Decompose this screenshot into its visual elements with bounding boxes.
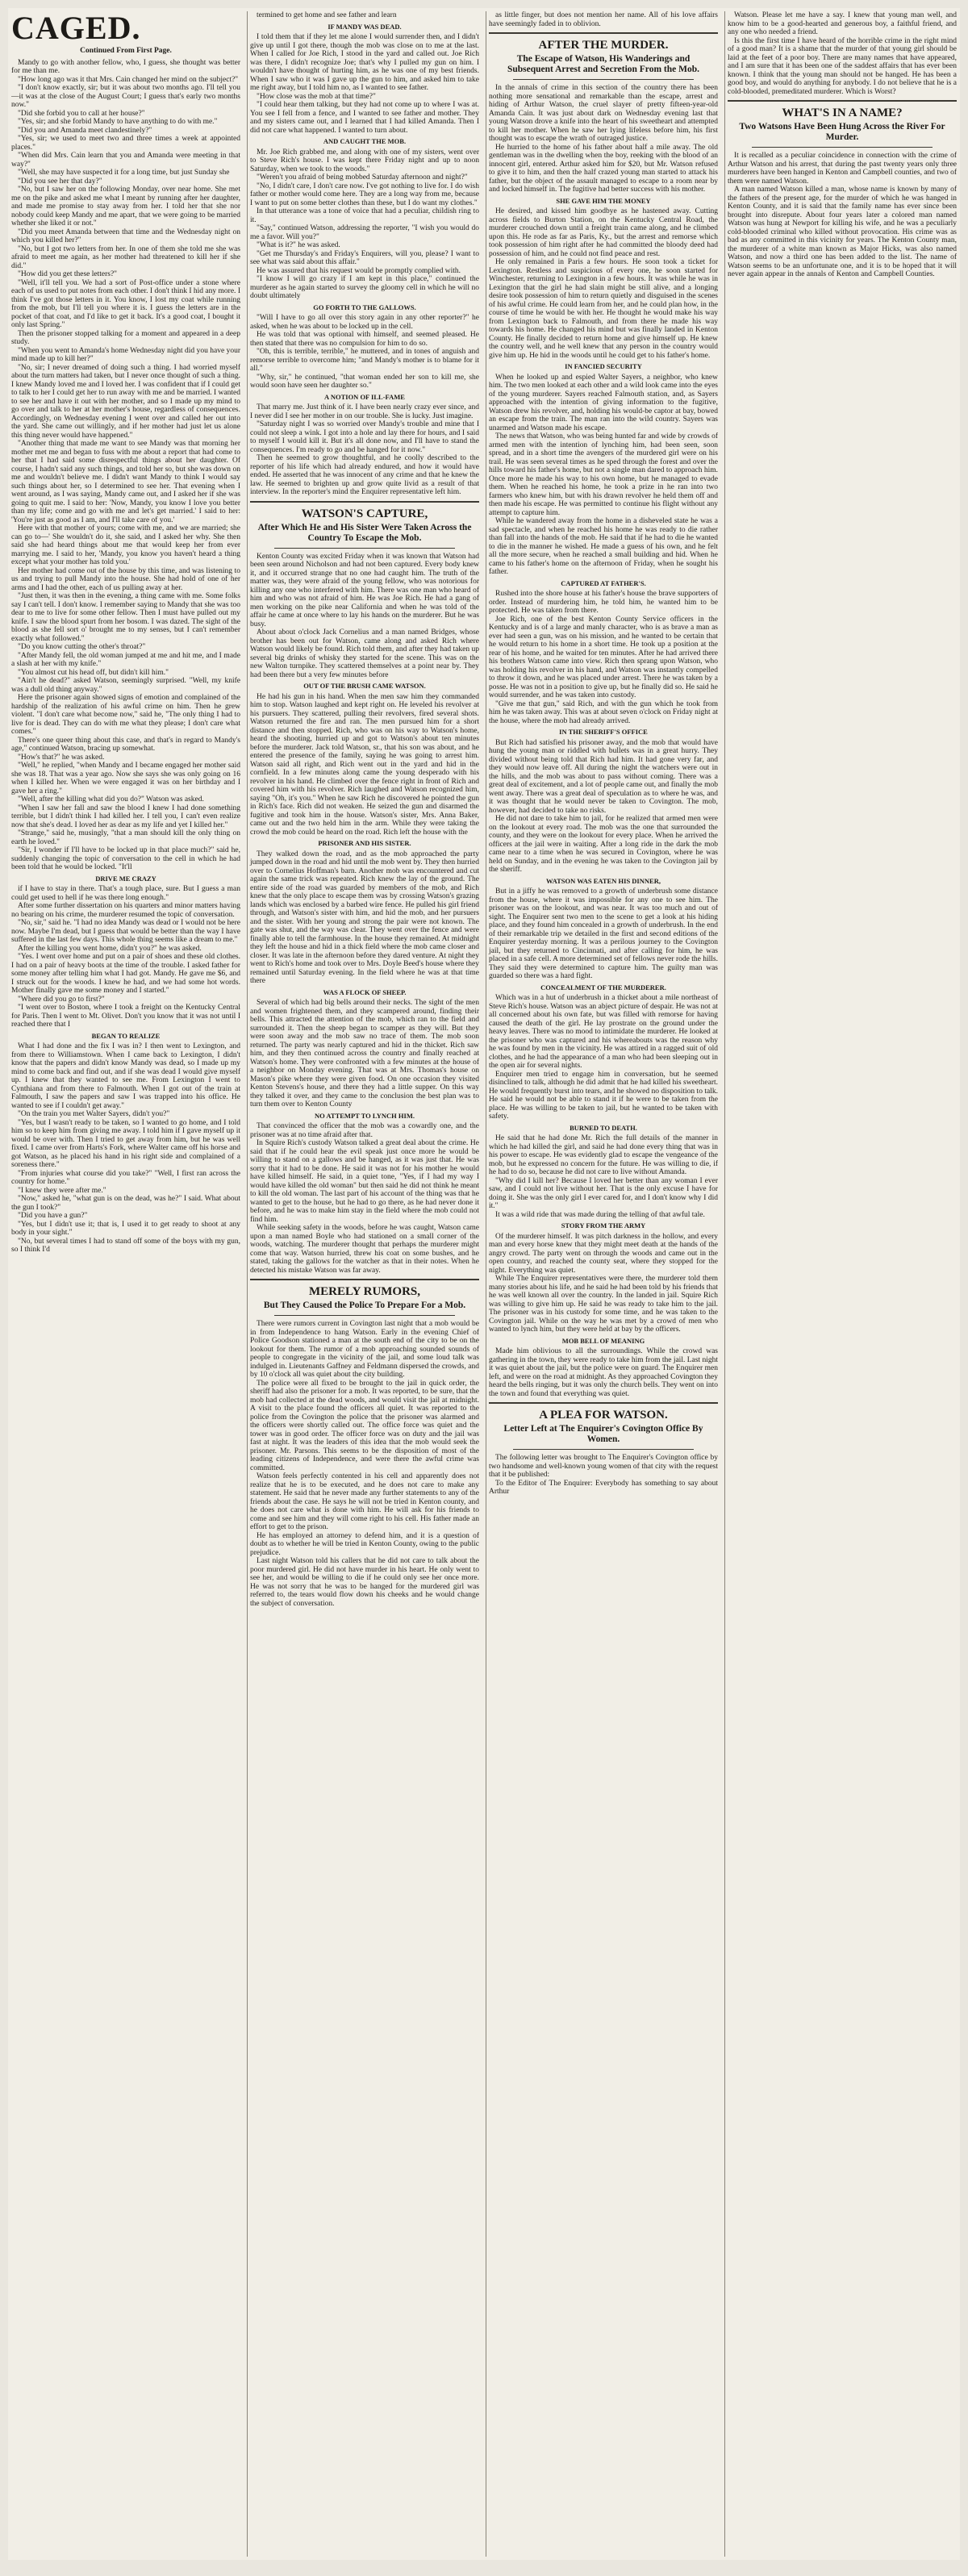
article-paragraph: They walked down the road, and as the mob approached the party jumped down in the road and hid until the mob went by. They then hurried over to Cornelius Hoffman's barn. Another mob was encountered and cut again the same trick was repeated. Rich knew the lay of the ground. The entire side of the road was guarded by members of the mob, and Rich knew that the only place to escape them was by crossing Watson's grazing lands which was enclosed by a barbed wire fence. He pulled his girl friend through, and Watson's sister with him, and hid the mob, and her pursuers and the sister. With her young and strong the pair were not known. The gate was shut, and the way was clear. They went over the fence and were finally able to tell the farmhouse. In the house they remained. At midnight they left the house and hid in a thick field where the mob came closer and closer. It was late in the afternoon before they dared venture. At night they went to Rich's home and took over to Mrs. Doyle Beed's house where they remained until Saturday evening. In the field where he was at that time there (250, 850, 479, 985)
article-paragraph: "When you went to Amanda's home Wednesday night did you have your mind made up to kill her?" (11, 346, 240, 363)
article-paragraph: "What is it?" he was asked. (257, 241, 340, 249)
article-paragraph: Last night Watson told his callers that he did not care to talk about the poor murdered girl. He did not have murder in his heart. He only went to see her, and would be willing to die if he could only see her once more. He was not sorry that he was to be hanged for the murdered girl was referred to, the tears would flow down his cheeks and he would change the subject of conversation. (250, 1557, 479, 1608)
article-paragraph: "No, I didn't care, I don't care now. I've got nothing to live for. I do wish father or mother would come here. They are a long way from me, because I want to put on some better clothes than these, but I do want my clothes." (250, 182, 479, 207)
article-paragraph: While The Enquirer representatives were there, the murderer told them many stories about his life, and he said he had been told by his friends that he was well known all over the country. In the landed in jail. Squire Rich was willing to give him up. He said he was ready to take him to the jail. The prisoner was in his custody for some time, and he was taken to the Covington jail. While on the way he was met by a crowd of men who wanted to lynch him, but they were held at bay by the officers. (489, 1275, 718, 1334)
deck-rule (752, 147, 933, 148)
article-headline: WATSON'S CAPTURE, (301, 507, 428, 520)
article-subhead: SHE GAVE HIM THE MONEY (556, 196, 651, 205)
masthead-title: CAGED. (11, 11, 141, 46)
article-paragraph: "Sir, I wonder if I'll have to be locked up in that place much?" said he, suddenly changing the topic of conversation to the cell in which he had been told that he would be locked. "It'll (11, 846, 240, 871)
article-paragraph: "Well, she may have suspected it for a long time, but just Sunday she (18, 169, 230, 177)
article-paragraph: The following letter was brought to The Enquirer's Covington office by two handsome and well-known young women of that city with the request that it be published: (489, 1454, 718, 1479)
article-subhead: WAS A FLOCK OF SHEEP. (323, 987, 407, 996)
article-subhead: BEGAN TO REALIZE (91, 1031, 161, 1040)
article-paragraph: "How did you get these letters?" (18, 270, 118, 278)
article-paragraph: I told them that if they let me alone I would surrender then, and I didn't give up until I got there, though the mob was close on to me at the last. When I called for Joe Rich, I stood in the yard and called out. Joe Rich was there, I didn't recognize Joe; that's why I pulled my gun on him. I wouldn't have thought of hurting him, as he was one of my best friends. When I saw who it was I gave up the gun to him, and asked him to take me right away, but I told him no, as I wanted to see father. (250, 33, 479, 92)
deck-rule (513, 1449, 694, 1450)
section-rule (250, 501, 479, 503)
article-subhead: IN FANCIED SECURITY (565, 362, 642, 370)
article-paragraph: "You almost cut his head off, but didn't kill him." (18, 668, 169, 677)
article-paragraph: Mandy to go with another fellow, who, I guess, she thought was better for me than me. (11, 58, 240, 75)
article-paragraph: "Yes, but I didn't use it; that is, I used it to get ready to shoot at any body in your sight." (11, 1220, 240, 1237)
article-paragraph: "Strange," said he, musingly, "that a man should kill the only thing on earth he loved." (11, 829, 240, 846)
article-paragraph: "Weren't you afraid of being mobbed Saturday afternoon and night?" (257, 173, 468, 182)
article-paragraph: Which was in a hut of underbrush in a thicket about a mile northeast of Steve Rich's house. Watson was an abject picture of despair. He was not at all concerned about his own fate, but was filled with remorse for having caused the death of the girl. He lay prostrate on the ground under the heavy leaves. There was no mood to intimidate the murderer. He looked at the prisoner who was captured and his whereabouts was the reason why he was found by men in the vicinity. He was attired in a ragged suit of old clothes, and he had the appearance of a man who had been sleeping out in the open air for several nights. (489, 994, 718, 1070)
article-paragraph: Joe Rich, one of the best Kenton County Service officers in the Kentucky and is of a large and manly character, who is as brave a man as ever had seen a gun, was on his mission, and he wanted to be certain that he would return to his home in a short time. He took up a position at the rear of his home, and he waited for ten minutes. After he had arrived there his brothers Watson came into view. Rich then sprang upon Watson, who was holding his revolver in his hand, and Watson was instantly compelled to throw it down, and he was placed under arrest. There he was taken by a posse. He was not in a position to give up, but he finally did so. He said he would surrender, and he was taken into custody. (489, 615, 718, 699)
article-paragraph: It was a wild ride that was made during the telling of that awful tale. (495, 1210, 705, 1219)
article-paragraph: termined to get home and see father and learn (257, 11, 397, 19)
continued-note: Continued From First Page. (80, 47, 172, 55)
article-paragraph: There were rumors current in Covington last night that a mob would be in from Independence to hang Watson. Early in the evening Chief of Police Goodson stationed a man at the south end of the city to be on the lookout for them. The rumor of a mob approaching sounded sounds of people to congregate in the vicinity of the jail, and some loud talk was indulged in. Lieutenants Gaffney and Feldmann dispersed the crowds, and by 10 o'clock all was quiet about the city building. (250, 1320, 479, 1379)
article-paragraph: Rushed into the shore house at his father's house the brave supporters of order. Instead of murdering him, he told him, he wanted him to be protected. He was taken from there. (489, 590, 718, 615)
article-paragraph: "Well," he replied, "when Mandy and I became engaged her mother said she was 18. That was a year ago. Now she says she was only going on 16 when I killed her. When we were engaged it was on her birthday and I gave her a ring." (11, 762, 240, 795)
article-subhead: NO ATTEMPT TO LYNCH HIM. (315, 1111, 415, 1120)
article-paragraph: The police were all fixed to be brought to the jail in quick order, the sheriff had also the prisoner for a mob. It was reported, to be sure, that the mob had collected at the dead woods, and would visit the jail at midnight. A visit to the place found the officers all quiet. It was reported to the police from the Covington the police that the prisoner was alarmed and the officers were shortly called out. The office force was quiet and the tower was in good order. The officer force was on duty and the jail was fast at night. It was the leaders of this idea that the mob would seek the prisoner. Mr. Parsons. This seems to be the disposition of most of the leading citizens of Independence, and were there the awful crime was committed. (250, 1379, 479, 1472)
article-paragraph: He was assured that his request would be promptly complied with. (257, 266, 461, 275)
article-deck: The Escape of Watson, His Wanderings and Subsequent Arrest and Secretion From the Mob. (507, 54, 699, 74)
article-paragraph: "Why did I kill her? Because I loved her better than any woman I ever saw, and I could not live without her. That is the only excuse I have for doing it. She was the only girl I ever cared for, and I don't know why I did it." (489, 1176, 718, 1210)
article-paragraph: "Did you have a gun?" (18, 1212, 88, 1220)
article-paragraph: He desired, and kissed him goodbye as he hastened away. Cutting across fields to Burton Station, on the Kentucky Central Road, the murderer crouched down until a freight train came along, and he climbed upon this. He rode as far as Paris, Ky., but the arrest and remorse which took possession of him right after he had committed the bloody deed had possession of him, and he could not find peace and rest. (489, 207, 718, 258)
article-paragraph: Here the prisoner again showed signs of emotion and complained of the hardship of the realization of his awful crime on him. Then he grew violent. "I don't care what become now," said he, "The only thing I had to live for is dead. They can do with me what they please; I don't care what comes." (11, 694, 240, 736)
article-paragraph: "Did you meet Amanda between that time and the Wednesday night on which you killed her?" (11, 228, 240, 244)
article-paragraph: That convinced the officer that the mob was a cowardly one, and the prisoner was at no time afraid after that. (250, 1122, 479, 1139)
article-paragraph: "Just then, it was then in the evening, a thing came with me. Some folks say I can't tell. I don't know. I remember saying to Mandy that she was too dear to me to live for some other fellow. Then I must have pulled out my knife. I saw the blood spurt from her bosom. I was dazed. The sight of the blood as she fell sort o' brought me to my senses, but I can't remember exactly what followed." (11, 592, 240, 643)
article-paragraph: After the killing you went home, didn't you?" he was asked. (18, 944, 202, 953)
article-paragraph: "After Mandy fell, the old woman jumped at me and hit me, and I made a slash at her with my knife." (11, 651, 240, 668)
article-subhead: A NOTION OF ILL-FAME (324, 392, 405, 401)
article-headline: MERELY RUMORS, (308, 1285, 421, 1298)
article-subhead: BURNED TO DEATH. (570, 1123, 637, 1132)
article-paragraph: Several of which had big bells around their necks. The sight of the men and women frightened them, and they scampered around, finding their bells. This attracted the attention of the mob, which ran to the field and surrounded it. Then the sheep began to scamper as they will. But they were soon away and the mob saw no trace of them. The mob soon returned. The party was nearly captured and hid in the thicket. Rich saw him, and they then continued across the country and finally reached at Watson's home. They were confronted with a few minutes at the house of a neighbor on Monday evening. That was at Mrs. Thomas's house on Mason's pike where they were given food. On one occasion they visited Kenton Stevens's house, and there they had a little supper. On this way they talked it over, and they came to the conclusion the best plan was to turn them over to Kenton County (250, 999, 479, 1108)
article-paragraph: In Squire Rich's custody Watson talked a great deal about the crime. He said that if he could hear the evil speak just once more he would be willing to stand on a gallows and be hanged, as it was just that. He was sorry that it had to be done. He said it was not for his mother he would have killed himself. He said, in a quiet tone, "Yes, if I had my way I would have killed the old woman" but then said he did not think he meant to kill the old woman. The last part of his account of the thing was that he wanted to get to the house, but he had to go there, as he had never done it before, and he was to make him stay in the field where the mob could not find him. (250, 1139, 479, 1224)
deck-rule (274, 1315, 455, 1316)
article-paragraph: He did not dare to take him to jail, for he realized that armed men were on the lookout at every road. The mob was the one that surrounded the county, and they were on the lookout for every place. When he arrived the officers at the jail were in waiting. After a long ride in the dark the mob came near to a time when he was secured in Covington, where he was held on Sunday, and in the evening he was taken to the Covington jail by the sheriff. (489, 815, 718, 874)
article-paragraph: While he wandered away from the home in a disheveled state he was a sad spectacle, and when he reached his home he was ready to die rather than fall into the hands of the mob. He said that if he had to die he wanted to die in the manner he wished. He made a guess of his own, and he felt all the more secure, when he reached a small building and hid. When he came to his father's home on the afternoon of Friday, when he sought his father. (489, 517, 718, 576)
article-paragraph: He said that he had done Mr. Rich the full details of the manner in which he had killed the girl, and said he had done every thing that was in his power to escape. He was evidently glad to escape the vengeance of the mob, but he expressed no concern for the future. He was willing to die, if he had to do so, because he did not care to live without Amanda. (489, 1134, 718, 1176)
article-subhead: AND CAUGHT THE MOB. (323, 137, 407, 145)
article-paragraph: He only remained in Paris a few hours. He soon took a ticket for Lexington. Restless and suspicious of every one, he soon started for Winchester, returning to Lexington in a few hours. It was while he was in Lexington that the girl he had slain might be still alive, and a longing desire took possession of him to return quietly and disguised in the scenes of his awful crime. He could learn from her, and he could plan how, in the course of time he would be with her. He thought he would make his way from Lexington back to Falmouth, and from there he made his way towards his home. He changed his mind but was finally landed in Kenton County. He finally decided to return home and give himself up. He knew the country well, and he well knew that any person in the country would give him up. He hid in the woods until he could get to his father's home. (489, 258, 718, 360)
article-paragraph: That marry me. Just think of it. I have been nearly crazy ever since, and I never did I see her mother in on our trouble. She is lucky. Just imagine. (250, 403, 479, 420)
article-deck: But They Caused the Police To Prepare For a Mob. (263, 1301, 466, 1310)
article-subhead: IF MANDY WAS DEAD. (328, 22, 402, 31)
article-paragraph: Her mother had come out of the house by this time, and was listening to us and trying to pull Mandy into the house. She had hold of one of her arms and I had the other, each of us pulling away at her. (11, 566, 240, 592)
article-paragraph: "Another thing that made me want to see Mandy was that morning her mother met me and began to fuss with me about a report that had come to her that I had said some disrespectful things about her daughter. Of course, I hadn't said any such things, and told her so, but she was down on me and wouldn't believe me. I didn't want Mandy to think I would say such things about her, so I determined to see her. That evening when I went around, as I was saying, Mandy came out, and I asked her if she was going to quit me. I said to her: 'Now, Mandy, you know I love you better than my life; come and go with me and let's get married.' I said to her: 'You're just as good as I am, and I'll take care of you.' (11, 440, 240, 524)
article-paragraph: "Yes, sir; and she forbid Mandy to have anything to do with me." (18, 118, 218, 126)
article-paragraph: "I don't know exactly, sir; but it was about two months ago. I'll tell you—it was at the close of the August Court; I guess that's early two months now." (11, 84, 240, 109)
article-subhead: OUT OF THE BRUSH CAME WATSON. (303, 682, 426, 690)
article-paragraph: "I knew they were after me." (18, 1186, 106, 1195)
article-paragraph: Made him oblivious to all the surroundings. While the crowd was gathering in the town, they were ready to take him from the jail. Last night it was quiet about the jail, but the police were on guard. The Enquirer men left, and were on the road at midnight. As they approached Covington they heard the bells ringing, but it was only the church bells. They went on into the town and found that everything was quiet. (489, 1347, 718, 1398)
article-paragraph: "Saturday night I was so worried over Mandy's trouble and mine that I could not sleep a wink. I got into a hole and lay there for hours, and I said to myself I would kill it. But it's all done now, and I'll have to stand the consequences. I'm ready to go and be hanged for it now." (250, 420, 479, 454)
article-paragraph: "I could hear them talking, but they had not come up to where I was at. You see I fell from a fence, and I wanted to see father and mother. They and my sisters came out, and I learned that I had killed Amanda. Then I did not care what happened. I wanted to turn about. (250, 101, 479, 135)
column-4-body (728, 11, 957, 279)
article-paragraph: "When I saw her fall and saw the blood I knew I had done something terrible, but I didn't think I had killed her. I tell you, I can't even realize now that she's dead. I loved her as dear as my life and yet I killed her." (11, 804, 240, 829)
article-headline: A PLEA FOR WATSON. (539, 1409, 668, 1422)
article-paragraph: Enquirer men tried to engage him in conversation, but he seemed disinclined to talk, although he did admit that he had killed his sweetheart. He would frequently burst into tears, and he showed no disposition to talk. He said he would not be able to stand it if he were to be taken from the place. He was willing to be taken to jail, but he wanted to be taken with safety. (489, 1070, 718, 1121)
article-paragraph: "No, but several times I had to stand off some of the boys with my gun, so I think I'd (11, 1237, 240, 1254)
article-paragraph: "Did you and Amanda meet clandestinely?" (18, 126, 152, 135)
article-paragraph: He hurried to the home of his father about half a mile away. The old gentleman was in the dwelling when the boy, reeking with the blood of an innocent girl, entered. Arthur asked him for $20, but Mr. Watson refused to give it to him, and then the half crazed young man started to attack his father, but the object of the assault managed to escape to a room near by and locked himself in. The fugitive had better success with his mother. (489, 143, 718, 194)
column-1 (11, 11, 240, 2557)
article-subhead: CONCEALMENT OF THE MURDERER. (540, 983, 666, 992)
article-subhead: MOB BELL OF MEANING (561, 1336, 645, 1345)
article-paragraph: In that utterance was a tone of voice that had a peculiar, childish ring to it. (250, 207, 479, 224)
article-paragraph: Watson feels perfectly contented in his cell and apparently does not realize that he is to be executed, and he does not care to make any statement. He said that he never made any further statements to any of the friends about the case. He says he will not be tried in Kenton county, and he does not care what is done with him. He will ask for his friends to come and see him and they will come right to his cell. His father made an effort to get to the prison. (250, 1472, 479, 1531)
article-paragraph: Is this the first time I have heard of the horrible crime in the right mind of a good man? It is a shame that the murder of that young girl should be laid at the feet of a poor boy. There are many names that have appeared, and I am sure that it has been one of the saddest affairs that has ever been known. I think that the young man should not be hanged. He has been a good boy, and would do anything for anybody. I do not believe that he is a cold-blooded, premeditated murderer. Which is Worst? (728, 36, 957, 96)
article-paragraph: Kenton County was excited Friday when it was known that Watson had been seen around Nicholson and had not been captured. Every body knew it, and it occurred strange that no one had caught him. The truth of the matter was, they were afraid of the young fellow, who was notorious for killing any one who interfered with him. There was one man who heard of him and who was not afraid of him. He was Joe Rich. He had a gang of men working on the pike near California and when he was told of the affair he came at once where to lay his hands on the murderer. But he was busy. (250, 552, 479, 628)
article-paragraph: "On the train you met Walter Sayers, didn't you?" (18, 1110, 170, 1118)
article-paragraph: About about o'clock Jack Cornelius and a man named Bridges, whose brother has been out for Watson, came along and asked Rich where Watson would likely be found. Rich told them, and after they had taken up several big drinks of whisky they started for the scene. This was on the new Walton turnpike. They scattered themselves at a point near by. They had been there but a very few minutes before (250, 628, 479, 679)
article-paragraph: "Give me that gun," said Rich, and with the gun which he took from him he was taken away. This was at about seven o'clock on Friday night at the house, where the mob had already arrived. (489, 699, 718, 725)
article-paragraph: "No, but I saw her on the following Monday, over near home. She met me on the pike and asked me what I meant by running after her daughter, and made me promise to stay away from her. I told her that she nor nobody could keep Mandy and me apart, that we were going to be married whether she liked it or not." (11, 186, 240, 228)
article-paragraph: "Get me Thursday's and Friday's Enquirers, will you, please? I want to see what was said about this affair." (250, 249, 479, 266)
article-paragraph: "Did she forbid you to call at her house?" (18, 109, 145, 118)
article-paragraph: Then he seemed to grow thoughtful, and he coolly described to the reporter of his life which had already endured, and how it would have ended. He asserted that he was innocent of any crime and that he knew the law. He seemed to brighten up and grow quite livid as a result of that interview. In the reporter's mind the Enquirer representative left him. (250, 454, 479, 496)
article-paragraph: "How long ago was it that Mrs. Cain changed her mind on the subject?" (18, 75, 239, 84)
article-paragraph: While seeking safety in the woods, before he was caught, Watson came upon a man named Boyle who had stationed on a small corner of the woods, watching. The murderer thought that perhaps the murderer might come that way. Watson hurried, threw his coat on some bushes, and he stated, taking the gallows for the watcher as that in their notes. When he detected his mistake Watson was far away. (250, 1224, 479, 1275)
article-paragraph: "Did you see her that day?" (18, 177, 102, 186)
article-paragraph: A man named Watson killed a man, whose name is known by many of the fathers of the present age, for the murder of which he was hanged in Kenton County, and it is said that the family name has ever since been brought into disrepute. About four years later a colored man named Watson was hung at Newport for killing his wife, and he was a peculiarly cold-blooded criminal who killed without provocation. His crime was as bad as any committed in this vicinity for years. The Kenton County man, the murderer of a white man known as Major Hicks, was also named Watson, and now a third one has been added to the list. The name of Watson seems to be an unfortunate one, and it is to be hoped that it will never again appear in the annals of Kenton and Campbell Counties. (728, 186, 957, 278)
article-subhead: IN THE SHERIFF'S OFFICE (559, 728, 648, 736)
article-paragraph: He has employed an attorney to defend him, and it is a question of doubt as to whether he will be tried in Kenton County, owing to the public prejudice. (250, 1531, 479, 1557)
article-paragraph: "No, sir," said he. "I had no idea Mandy was dead or I would not be here now. Maybe I'm dead, but I guess that would be better than the way I have suffered in the last few days. This whole thing seems like a dream to me." (11, 919, 240, 944)
article-paragraph: "No, but I got two letters from her. In one of them she told me she was afraid to meet me again, as her mother had threatened to kill her if she did." (11, 244, 240, 270)
article-paragraph: Mr. Joe Rich grabbed me, and along with one of my sisters, went over to Steve Rich's house. I was kept there Friday night and up to noon Saturday, when we took to the woods." (250, 148, 479, 173)
article-paragraph: "Oh, this is terrible, terrible," he muttered, and in tones of anguish and remorse terrible to overcome him; "and Mandy's mother is to blame for it all." (250, 348, 479, 373)
article-deck: Two Watsons Have Been Hung Across the River For Murder. (739, 122, 945, 142)
article-paragraph: "Will I have to go all over this story again in any other reporter?" he asked, when he was about to be locked up in the cell. (250, 314, 479, 331)
article-paragraph: "No, sir; I never dreamed of doing such a thing. I had worried myself about the turn matters had taken, but I never once thought of such a thing. I knew Mandy loved me and I loved her. I was confident that if I could get to talk to her I could get her to run away with me and be married. I wanted to see her and have it out with her mother, and so I made up my mind to go over and talk to her at her mother's house, regardless of consequences. Accordingly, on Wednesday evening I went over and called her out into the yard. She came out willingly, and if her mother had just let us alone this thing never would have happened." (11, 363, 240, 440)
section-rule (250, 1279, 479, 1280)
article-paragraph: Here with that mother of yours; come with me, and we are married; she can go to—' She wouldn't do it, she said, and I asked her why. She then said she had heard things about me that would keep her from ever marrying me. I said to her, 'Mandy, you know you haven't heard a thing except what your mother has told you.' (11, 524, 240, 566)
article-paragraph: He had his gun in his hand. When the men saw him they commanded him to stop. Watson laughed and kept right on. He leveled his revolver at his pursuers. They scattered, pulling their revolvers, fired several shots. Watson returned the fire and ran. The men pursued him for a short distance and then stopped. Rich, who was on his way to Watson's home, heard the shooting, hurried up and got to Watson's about ten minutes before the murderer. Jack told Watson, sr., that his son was about, and he entered the presence of the family, saying he was going to arrest him. Watson said all right, and Rich went out in the yard and hid in the cornfield. In a few minutes along came the young desperado with his revolver in his hand. He climbed over the fence right in front of Rich and covered him with his revolver. Rich laughed and Watson recognized him, saying "Oh, it's you." When he saw Rich he discovered he pointed the gun in Rich's face. Rich did not weaken. He seized the gun and disarmed the fugitive and took him in the house. Watson's sister, Mrs. Anna Baker, came out and the two held him in the arm. While they were taking the crowd the mob could be heard on the road. Rich left the house with the (250, 692, 479, 837)
article-paragraph: "Now," asked he, "what gun is on the dead, was he?" I said. What about the gun I took?" (11, 1195, 240, 1212)
column-2 (247, 11, 479, 2557)
article-deck: Letter Left at The Enquirer's Covington Office By Women. (503, 1424, 703, 1444)
article-headline: WHAT'S IN A NAME? (782, 106, 903, 119)
article-columns (11, 11, 957, 2557)
column-3 (486, 11, 718, 2557)
article-subhead: DRIVE ME CRAZY (95, 874, 156, 883)
article-subhead: PRISONER AND HIS SISTER. (318, 839, 411, 847)
article-paragraph: It is recalled as a peculiar coincidence in connection with the crime of Arthur Watson and his arrest, that during the past twenty years only three murderers have been hanged in Kenton and Campbell counties, and two of them were named Watson. (728, 152, 957, 186)
section-rule (489, 32, 718, 34)
article-paragraph: "Yes, sir; we used to meet two and three times a week at appointed places." (11, 135, 240, 152)
article-paragraph: if I have to stay in there. That's a tough place, sure. But I guess a man could get used to hell if he was there long enough." (11, 885, 240, 902)
article-paragraph: "When did Mrs. Cain learn that you and Amanda were meeting in that way?" (11, 152, 240, 169)
article-paragraph: "Why, sir," he continued, "that woman ended her son to kill me, she would soon have seen her daughter so." (250, 373, 479, 390)
article-paragraph: "Do you know cutting the other's throat?" (18, 643, 146, 651)
article-paragraph: "Well, it'll tell you. We had a sort of Post-office under a stone where each of us used to put notes from each other. I don't think I hid any more. I think I've got those letters in it. You know, I lost my coat while running from the mob, but I'll tell you where it is. I guess the letters are in the pocket of that coat, and I'd like to get it back. It's a good coat, I bought it only last Spring." (11, 278, 240, 329)
article-paragraph: Of the murderer himself. It was pitch darkness in the hollow, and every man and every horse knew that they might meet death at the hands of the angry crowd. The party went on through the woods and came out in the open country, and reached the county seat, where they stopped for the night. Everything was quiet. (489, 1232, 718, 1275)
article-subhead: STORY FROM THE ARMY (561, 1221, 646, 1230)
section-rule (489, 1402, 718, 1404)
column-4 (724, 11, 957, 2557)
column-2-body (250, 11, 479, 1608)
article-paragraph: Then the prisoner stopped talking for a moment and appeared in a deep study. (11, 329, 240, 346)
article-paragraph: "From injuries what course did you take?" "Well, I first ran across the country for home." (11, 1169, 240, 1186)
section-rule (728, 100, 957, 102)
article-headline: AFTER THE MURDER. (538, 39, 669, 52)
article-paragraph: as little finger, but does not mention her name. All of his love affairs have seemingly faded in to oblivion. (489, 11, 718, 28)
deck-rule (274, 548, 455, 549)
article-paragraph: "Say," continued Watson, addressing the reporter, "I wish you would do me a favor. Will you?" (250, 224, 479, 241)
article-subhead: CAPTURED AT FATHER'S. (561, 578, 646, 587)
article-paragraph: When he looked up and espied Walter Sayers, a neighbor, who knew him. The two men looked at each other and a wild look came into the eyes of the young murderer. Sayers reached Falmouth station, and, as Sayers approached with the intention of giving information to the fugitive, Watson drew his revolver, and, holding his would-be captor at bay, bowed an escape from the train. The man ran into the wild country. Sayers was unarmed and Watson made his escape. (489, 373, 718, 432)
article-paragraph: "How's that?" he was asked. (18, 753, 105, 762)
article-paragraph: The news that Watson, who was being hunted far and wide by crowds of armed men with the intention of lynching him, had been seen, soon spread, and in a short time the avengers of the murdered girl were on his trail. He was seen several times as he sped through the forest and over the hills toward his father's home, but not a single man dared to approach him. Once more he made his way to his own home, but he managed to evade them. When he reached his home, he took a prize in he ran into two farmers who knew him, but with his drawn revolver he held them off and then made his escape. He was permitted to continue his flight without any attempt to capture him. (489, 432, 718, 517)
article-paragraph: But in a jiffy he was removed to a growth of underbrush some distance from the house, where it was impossible for any one to see him. The prisoner was on the lookout, and was near. It was too much and out of sight. The Enquirer sent two men to the scene to get a look at his hiding place, and they found him concealed in a growth of underbrush. In the end of their remarkable trip we detailed in the first and second editions of the Enquirer yesterday morning. It was a perilous journey to the Covington jail, but they returned to Cincinnati, and after calling for him, he was placed in a safe cell. A more determined set of fellows never rode the hills. They said they were determined to capture him. The guilty man was guarded so there was a hard fight. (489, 887, 718, 980)
article-paragraph: "I went over to Boston, where I took a freight on the Kentucky Central for Paris. Then I went to Mt. Olivet. Don't you know that it was not until I reached there that I (11, 1004, 240, 1029)
column-3-body (489, 11, 718, 1497)
article-paragraph: "I know I will go crazy if I am kept in this place," continued the murderer as he again started to survey the gloomy cell in which he will no doubt ultimately (250, 275, 479, 300)
article-paragraph: Watson. Please let me have a say. I knew that young man well, and know him to be a good-hearted and generous boy, a faithful friend, and any one who needed a friend. (728, 11, 957, 36)
deck-rule (513, 79, 694, 80)
article-paragraph: "Well, after the killing what did you do?" Watson was asked. (18, 795, 204, 804)
article-paragraph: But Rich had satisfied his prisoner away, and the mob that would have hung the young man or riddled with bullets was in a great hurry. They divided without being told that Rich had him. It had gone very far, and they would now leave off. All during the night the watchers were out in the hills, and the mob was about to pass without coming. There was a great deal of excitement, and a lot of people came out, and finally the mob went away. There was a great deal of speculation as to where he was, and it was thought that he would never be taken to Covington. The mob, however, had decided to take no risks. (489, 738, 718, 815)
article-subhead: GO FORTH TO THE GALLOWS. (313, 303, 416, 311)
newspaper-page (8, 8, 960, 2560)
article-paragraph: "Where did you go to first?" (18, 995, 105, 1004)
article-paragraph: "How close was the mob at that time?" (257, 92, 376, 101)
article-paragraph: "Yes, but I wasn't ready to be taken, so I wanted to go home, and I told him so to keep him from giving me away. I told him if I gave myself up it would be over with. Then I tried to get away from him, but he was well fixed. I came over from Harts's Fork, where Walter came off his horse and got Watson, as he placed his hand in his right side and complained of a soreness there." (11, 1118, 240, 1169)
article-subhead: WATSON WAS EATEN HIS DINNER, (546, 876, 661, 885)
article-paragraph: He was told that was optional with himself, and seemed pleased. He then stated that there was no compulsion for him to do so. (250, 331, 479, 348)
article-paragraph: "Ain't he dead?" asked Watson, seemingly surprised. "Well, my knife was a dull old thing anyway." (11, 677, 240, 694)
article-deck: After Which He and His Sister Were Taken Across the Country To Escape the Mob. (257, 522, 472, 543)
article-paragraph: To the Editor of The Enquirer: Everybody has something to say about Arthur (489, 1479, 718, 1496)
article-paragraph: In the annals of crime in this section of the country there has been nothing more sensational and remarkable than the escape, arrest and hiding of Arthur Watson, the cruel slayer of pretty fifteen-year-old Amanda Cain. It was just about dark on Wednesday evening last that young Watson drove a knife into the heart of his sweetheart and attempted to kill her mother. When he saw her lying lifeless before him, his first thought was to escape the wrath of outraged justice. (489, 84, 718, 143)
article-paragraph: What I had done and the fix I was in? I then went to Lexington, and from there to Williamstown. When I came back to Lexington, I didn't know that the papers and didn't know Mandy was dead, so I made up my mind to come back and find out, and if she was dead I would give myself up. I knew that they wanted to see me. From Lexington I went to Cynthiana and from there to Falmouth. When I got out of the train at Falmouth, I saw the papers and saw I was trapped into his office. He wanted to see if I couldn't get away." (11, 1042, 240, 1110)
column-1-body (11, 59, 240, 1255)
article-paragraph: There's one queer thing about this case, and that's in regard to Mandy's age," continued Watson, bracing up somewhat. (11, 736, 240, 753)
article-paragraph: After some further dissertation on his quarters and minor matters having no bearing on his crime, the murderer resumed the topic of conversation. (11, 902, 240, 919)
article-paragraph: "Yes. I went over home and put on a pair of shoes and these old clothes. I had on a pair of heavy boots at the time of the trouble. I asked father for some money after telling him what I had got. Mandy. He gave me $6, and I struck out for the woods. I knew he had, and we had some hot words. Mother finally gave me some money and I started." (11, 953, 240, 995)
